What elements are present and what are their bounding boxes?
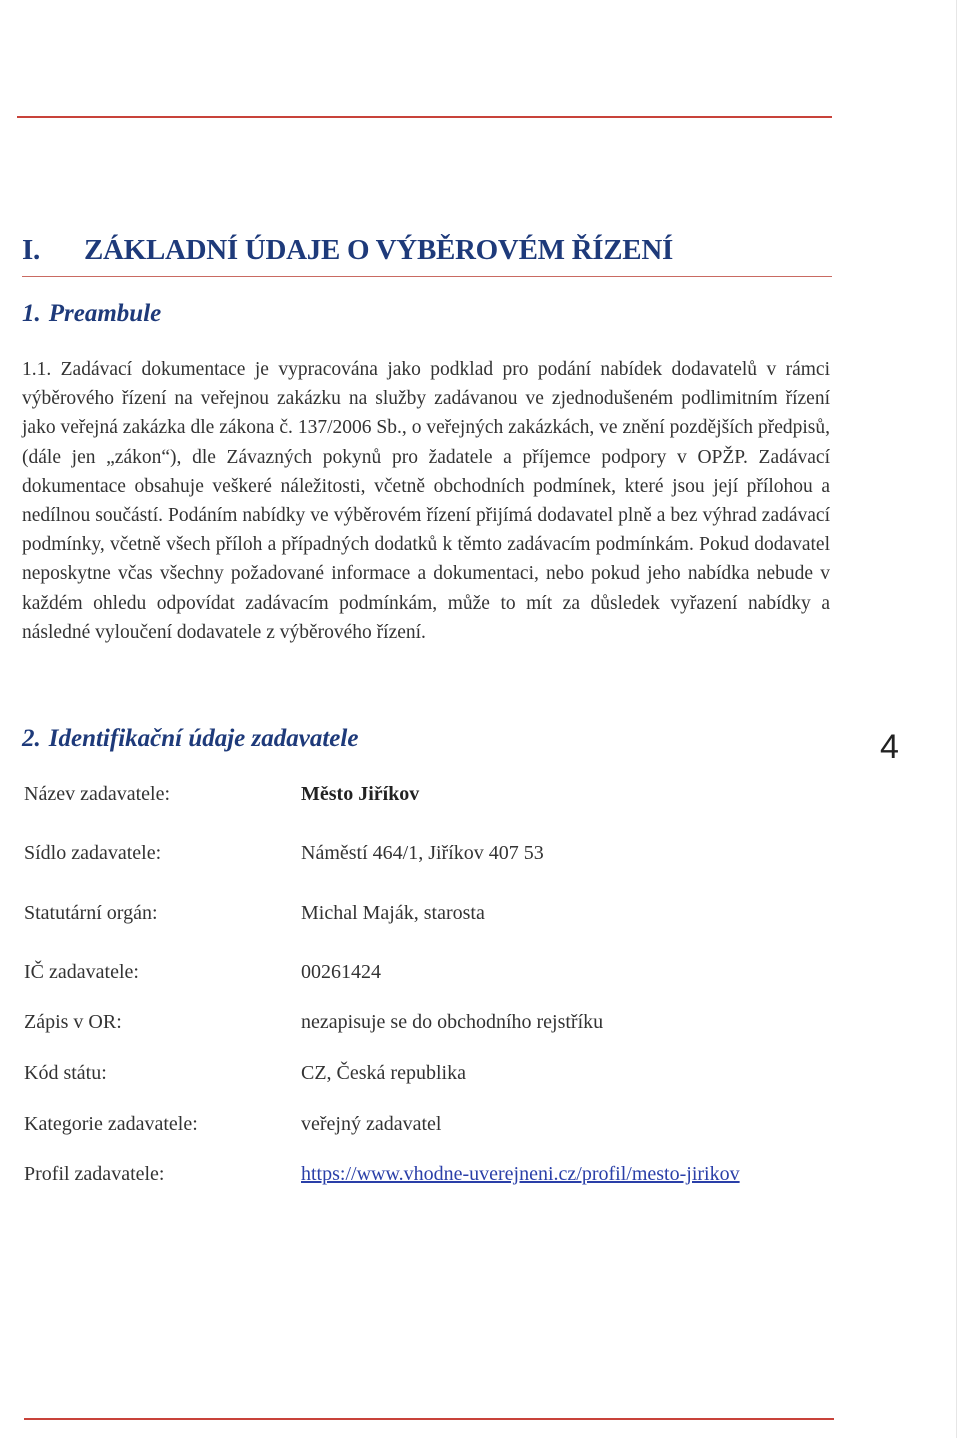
section-number: I. [22, 234, 40, 266]
bottom-rule [24, 1418, 834, 1420]
top-rule [17, 116, 832, 118]
page-number: 4 [880, 728, 899, 766]
field-value-country: CZ, Česká republika [301, 1062, 466, 1084]
page-edge [956, 0, 957, 1438]
field-value-statutory: Michal Maják, starosta [301, 902, 485, 924]
field-value-or: nezapisuje se do obchodního rejstříku [301, 1011, 604, 1033]
preamble-paragraph: 1.1. Zadávací dokumentace je vypracována jako podklad pro podání nabídek dodavatelů v rámci výběrového řízení na veřejnou zakázku na služby zadávanou ve zjednodušeném podlimitním řízení jako veřejná zakázka dle zákona č. 137/2006 Sb., o veřejných zakázkách, ve znění pozdějších předpisů, (dále jen „zákon“), dle Závazných pokynů pro žadatele a příjemce podpory v OPŽP. Zadávací dokumentace obsahuje veškeré náležitosti, včetně obchodních podmínek, které jsou její přílohou a nedílnou součástí. Podáním nabídky ve výběrovém řízení přijímá dodavatel plně a bez výhrad zadávací podmínky, včetně všech příloh a případných dodatků k těmto zadávacím podmínkám. Pokud dodavatel neposkytne včas všechny požadované informace a dokumentaci, nebo pokud jeho nabídka nebude v každém ohledu odpovídat zadávacím podmínkám, může to mít za důsledek vyřazení nabídky a následné vyloučení dodavatele z výběrového řízení. [22, 359, 830, 643]
field-value-profile [301, 1163, 740, 1186]
field-label-name: Název zadavatele: [24, 783, 171, 805]
field-label-country: Kód státu: [24, 1062, 107, 1084]
preamble-number: 1. [22, 300, 41, 327]
field-label-seat: Sídlo zadavatele: [24, 842, 162, 864]
section-underline [22, 276, 832, 277]
field-value-name: Město Jiříkov [301, 783, 420, 805]
identification-title: Identifikační údaje zadavatele [48, 725, 359, 752]
preamble-heading [22, 300, 161, 328]
field-value-category: veřejný zadavatel [301, 1113, 442, 1135]
field-label-category: Kategorie zadavatele: [24, 1113, 198, 1135]
field-value-ic: 00261424 [301, 961, 381, 983]
field-label-ic: IČ zadavatele: [24, 961, 139, 983]
field-label-profile: Profil zadavatele: [24, 1163, 165, 1185]
field-label-statutory: Statutární orgán: [24, 902, 158, 924]
identification-number: 2. [22, 725, 41, 752]
section-title: ZÁKLADNÍ ÚDAJE O VÝBĚROVÉM ŘÍZENÍ [84, 234, 673, 266]
field-value-seat: Náměstí 464/1, Jiříkov 407 53 [301, 842, 544, 864]
profile-link[interactable]: https://www.vhodne-uverejneni.cz/profil/mesto-jirikov [301, 1163, 740, 1185]
field-label-or: Zápis v OR: [24, 1011, 122, 1033]
section-heading [22, 234, 673, 267]
preamble-title: Preambule [48, 300, 162, 327]
identification-heading [22, 725, 358, 753]
